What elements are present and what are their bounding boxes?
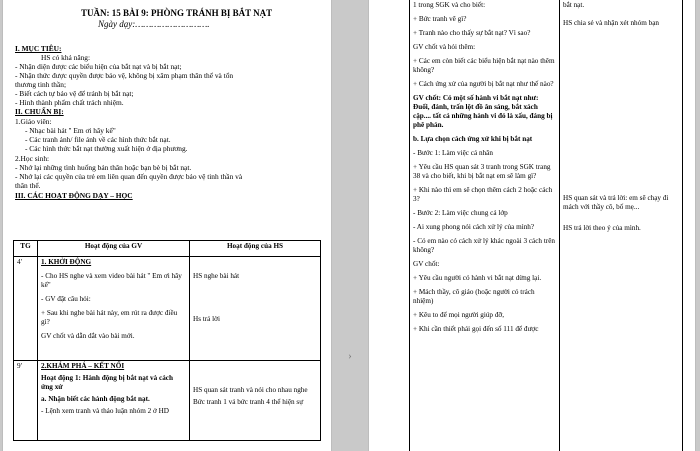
objective-line: - Nhận thức được quyền được bảo vệ, không bị xâm phạm thân thể và tổn [15,71,234,80]
table-row [14,361,321,441]
objective-line: thương tinh thần; [15,80,67,89]
gv-line: + Khi cần thiết phải gọi đến số 111 để được [413,325,539,333]
hs-line: HS chia sẻ và nhận xét nhóm bạn [563,19,660,27]
gv-line: - Có em nào có cách xử lý khác ngoài 3 cách trên không? [413,237,555,254]
activities-table [13,240,321,441]
gv-line: + Mách thầy, cô giáo (hoặc người có trách nhiệm) [413,288,535,305]
objective-line: - Nhận diện được các biểu hiện của bắt nạt và bị bắt nạt; [15,62,182,71]
gv-line: + Bức tranh vẽ gì? [413,15,467,23]
hs-line: Bức tranh 1 vả bức tranh 4 thể hiện sự [193,398,304,406]
gv-line: - Cho HS nghe và xem video bài hát " Em ơi hãy kể" [41,272,182,289]
gv-line: + Yêu cầu người có hành vi bắt nạt dừng lại. [413,274,542,282]
objective-line: HS có khả năng: [41,53,91,62]
cell-gv [38,361,190,441]
gv-line: GV chốt: [413,260,440,268]
hs-line: HS quan sát tranh và nói cho nhau nghe [193,386,308,394]
table-row [14,257,321,361]
cell-hs [560,0,683,451]
hs-line: HS quan sát và trả lời: em sẽ chạy đi mách với thầy cô, bố mẹ... [563,194,669,211]
document-page-left [2,0,332,451]
header-tg: TG [14,241,38,257]
heading-kham-pha: 2.KHÁM PHÁ – KẾT NỐI [41,362,125,370]
activity-heading: Hoạt động 1: Hành động bị bắt nạt và cách ứng xử [41,374,173,391]
section-objectives: I. MỤC TIÊU: [15,44,62,53]
gv-line: - Bước 2: Làm việc chung cả lớp [413,209,508,217]
prep-line: - Nhớ lại những tình huống bản thân hoặc bạn bè bị bắt nạt. [15,163,192,172]
gv-line: - Lệnh xem tranh và thảo luận nhóm 2 ở HD [41,407,169,415]
page-gap-marker: › [348,350,352,362]
gv-line: - Ai xung phong nói cách xử lý của mình? [413,223,535,231]
gv-line: + Tranh nào cho thấy sự bắt nạt? Vì sao? [413,29,531,37]
prep-line: 2.Học sinh: [15,154,50,163]
gv-line: 1 trong SGK và cho biết: [413,1,486,9]
hs-line: HS nghe bài hát [193,272,240,280]
gv-line: + Các em còn biết các biểu hiện bắt nạt nào thêm không? [413,57,555,74]
objective-line: - Hình thành phẩm chất trách nhiệm. [15,98,124,107]
hs-line: Hs trả lời [193,315,220,323]
prep-line: - Nhớ lại các quyền của trẻ em liên quan đến quyền được bảo vệ tinh thần và [15,172,243,181]
lesson-title: TUẦN: 15 BÀI 9: PHÒNG TRÁNH BỊ BẮT NẠT [81,8,273,18]
cell-tg: 4' [14,257,38,361]
subheading: a. Nhận biết các hành động bắt nạt. [41,395,150,403]
activities-table-continued [409,0,683,451]
table-row [410,0,683,451]
objective-line: - Biết cách tự bảo vệ để tránh bị bắt nạt; [15,89,134,98]
subheading: b. Lựa chọn cách ứng xử khi bị bắt nạt [413,135,533,143]
table-header-row [14,241,321,257]
prep-line: - Nhạc bài hát " Em ơi hãy kể" [25,126,116,135]
hs-line: bắt nạt. [563,1,585,9]
gv-line: + Yêu cầu HS quan sát 3 tranh trong SGK trang 38 và cho biết, khi bị bắt nạt em sẽ làm gì? [413,163,551,180]
prep-line: 1.Giáo viên: [15,117,52,126]
header-gv: Hoạt động của GV [38,241,190,257]
cell-gv [410,0,560,451]
gv-line: + Kêu to để mọi người giúp đỡ, [413,311,505,319]
heading-khoi-dong: 1. KHỞI ĐỘNG [41,258,92,266]
cell-hs [190,361,321,441]
section-preparation: II. CHUẨN BỊ: [15,107,64,116]
cell-hs [190,257,321,361]
prep-line: - Các hình thức bắt nạt thường xuất hiện ở địa phương. [25,144,188,153]
gv-line: + Cách ứng xử của người bị bắt nạt như thế nào? [413,80,554,88]
section-activities: III. CÁC HOẠT ĐỘNG DẠY – HỌC [15,191,133,200]
gv-line: GV chốt và dẫn dắt vào bài mới. [41,332,135,340]
gv-line: GV chốt và hỏi thêm: [413,43,476,51]
hs-line: HS trả lời theo ý của mình. [563,224,641,232]
gv-line: - Bước 1: Làm việc cá nhân [413,149,493,157]
header-hs: Hoạt động của HS [190,241,321,257]
document-page-right [368,0,696,451]
cell-tg: 9' [14,361,38,441]
date-line: Ngày dạy:………………………. [98,19,210,29]
gv-line: - GV đặt câu hỏi: [41,295,91,303]
prep-line: thân thể. [15,181,41,190]
prep-line: - Các tranh ảnh/ file ảnh về các hình thức bắt nạt. [25,135,171,144]
gv-conclusion: GV chốt: Có một số hành vi bắt nạt như: Đuổi, đánh, trấn lột đồ ăn sáng, bắt xách cặp.... tất cả những hành vi đó là xấu, đáng bị phê phán. [413,94,553,129]
gv-line: + Sau khi nghe bài hát này, em rút ra được điều gì? [41,309,178,326]
gv-line: + Khi nào thì em sẽ chọn thêm cách 2 hoặc cách 3? [413,186,553,203]
cell-gv [38,257,190,361]
